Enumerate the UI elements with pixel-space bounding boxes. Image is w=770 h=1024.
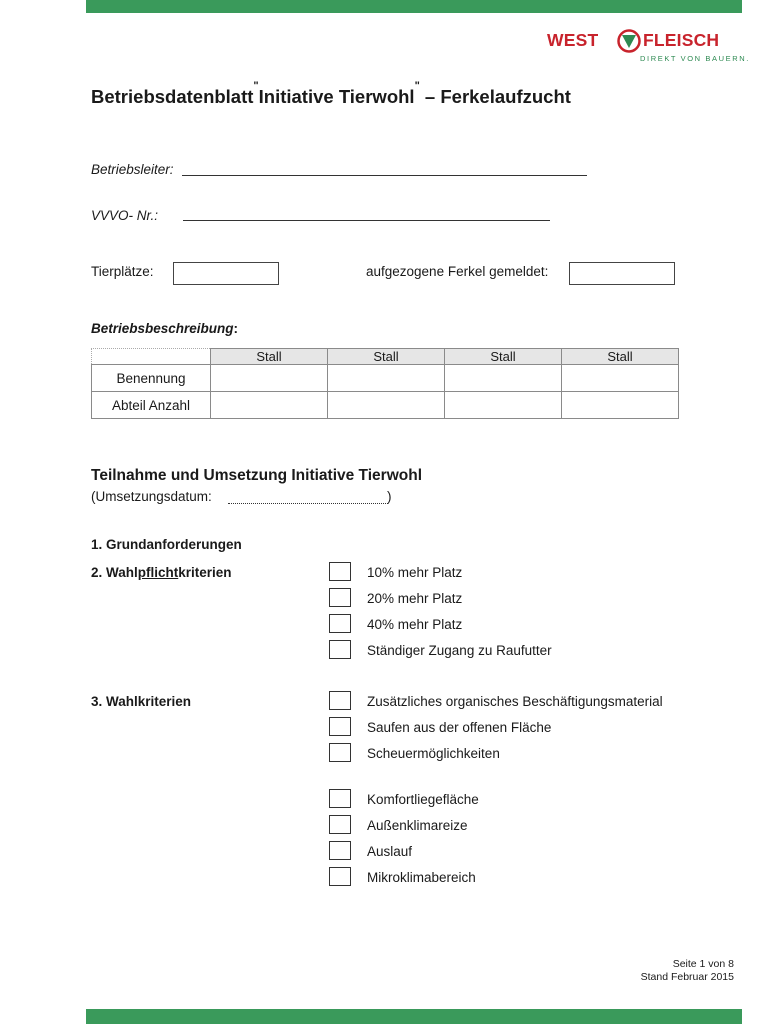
section-wahlpflicht-pre: 2. Wahl xyxy=(91,565,138,580)
tierplaetze-label: Tierplätze: xyxy=(91,264,154,279)
section-grundanforderungen: 1. Grundanforderungen xyxy=(91,537,242,552)
vvvo-label: VVVO- Nr.: xyxy=(91,208,159,223)
checkbox-aussenklimareize[interactable] xyxy=(329,815,351,834)
table-cell[interactable] xyxy=(328,365,445,392)
title-quote-close: " xyxy=(414,80,420,92)
logo-emblem-icon xyxy=(617,29,641,53)
section-wahlkriterien: 3. Wahlkriterien xyxy=(91,694,192,709)
table-row-abteil-anzahl xyxy=(92,392,679,419)
table-row-benennung xyxy=(92,365,679,392)
table-cell[interactable] xyxy=(562,365,679,392)
betriebsbeschreibung-text: Betriebsbeschreibung xyxy=(91,321,234,336)
westfleisch-logo xyxy=(545,30,750,70)
option-komfortliegeflaeche: Komfortliegefläche xyxy=(367,792,479,807)
top-green-bar xyxy=(86,0,742,13)
umsetzungsdatum-open: (Umsetzungsdatum: xyxy=(91,489,212,504)
table-cell[interactable] xyxy=(445,392,562,419)
column-header-stall: Stall xyxy=(562,349,679,365)
option-scheuermoeglichkeiten: Scheuermöglichkeiten xyxy=(367,746,500,761)
title-quote-open: " xyxy=(253,80,259,92)
option-20-mehr-platz: 20% mehr Platz xyxy=(367,591,463,606)
ferkel-label: aufgezogene Ferkel gemeldet: xyxy=(366,264,549,279)
logo-word-west: WEST xyxy=(547,30,599,50)
table-cell[interactable] xyxy=(445,365,562,392)
tierplaetze-field[interactable] xyxy=(173,262,279,285)
umsetzungsdatum-field[interactable] xyxy=(228,503,388,504)
logo-word-fleisch: FLEISCH xyxy=(643,30,720,50)
option-aussenklimareize: Außenklimareize xyxy=(367,818,468,833)
checkbox-scheuermoeglichkeiten[interactable] xyxy=(329,743,351,762)
checkbox-offene-flaeche[interactable] xyxy=(329,717,351,736)
table-cell[interactable] xyxy=(211,365,328,392)
table-cell[interactable] xyxy=(328,392,445,419)
checkbox-mikroklimabereich[interactable] xyxy=(329,867,351,886)
checkbox-10-mehr-platz[interactable] xyxy=(329,562,351,581)
table-cell[interactable] xyxy=(562,392,679,419)
section-wahlpflicht-underlined: pflicht xyxy=(137,565,179,580)
page-title xyxy=(91,80,571,108)
stand-date: Stand Februar 2015 xyxy=(640,971,734,983)
checkbox-beschaeftigungsmaterial[interactable] xyxy=(329,691,351,710)
section-wahlpflicht-post: kriterien xyxy=(178,565,232,580)
option-auslauf: Auslauf xyxy=(367,844,413,859)
checkbox-auslauf[interactable] xyxy=(329,841,351,860)
option-raufutter: Ständiger Zugang zu Raufutter xyxy=(367,643,552,658)
column-header-stall: Stall xyxy=(328,349,445,365)
section-wahlpflichtkriterien xyxy=(91,565,232,580)
page-footer xyxy=(641,958,734,984)
table-cell[interactable] xyxy=(211,392,328,419)
option-10-mehr-platz: 10% mehr Platz xyxy=(367,565,463,580)
option-beschaeftigungsmaterial: Zusätzliches organisches Beschäftigungsmaterial xyxy=(367,694,663,709)
title-initiative: Initiative Tierwohl xyxy=(258,86,415,107)
betriebsbeschreibung-colon: : xyxy=(233,321,239,336)
table-header-row xyxy=(92,349,679,365)
checkbox-raufutter[interactable] xyxy=(329,640,351,659)
betriebsleiter-label: Betriebsleiter: xyxy=(91,162,174,177)
betriebsbeschreibung-heading xyxy=(91,321,238,336)
table-corner xyxy=(92,349,211,365)
betriebsbeschreibung-table xyxy=(91,348,679,419)
column-header-stall: Stall xyxy=(211,349,328,365)
vvvo-field[interactable] xyxy=(183,220,550,221)
column-header-stall: Stall xyxy=(445,349,562,365)
option-mikroklimabereich: Mikroklimabereich xyxy=(367,870,476,885)
row-label-abteil-anzahl: Abteil Anzahl xyxy=(92,392,211,419)
row-label-benennung: Benennung xyxy=(92,365,211,392)
ferkel-field[interactable] xyxy=(569,262,675,285)
option-offene-flaeche: Saufen aus der offenen Fläche xyxy=(367,720,552,735)
page-number: Seite 1 von 8 xyxy=(672,958,734,970)
umsetzungsdatum-close: ) xyxy=(387,489,392,504)
checkbox-komfortliegeflaeche[interactable] xyxy=(329,789,351,808)
betriebsleiter-field[interactable] xyxy=(182,175,587,176)
option-40-mehr-platz: 40% mehr Platz xyxy=(367,617,463,632)
checkbox-20-mehr-platz[interactable] xyxy=(329,588,351,607)
title-main: Betriebsdatenblatt xyxy=(91,86,254,107)
title-suffix: – Ferkelaufzucht xyxy=(419,86,571,107)
teilnahme-heading: Teilnahme und Umsetzung Initiative Tierwohl xyxy=(91,467,422,484)
checkbox-40-mehr-platz[interactable] xyxy=(329,614,351,633)
logo-tagline: DIREKT VON BAUERN. xyxy=(640,54,750,63)
bottom-green-bar xyxy=(86,1009,742,1024)
